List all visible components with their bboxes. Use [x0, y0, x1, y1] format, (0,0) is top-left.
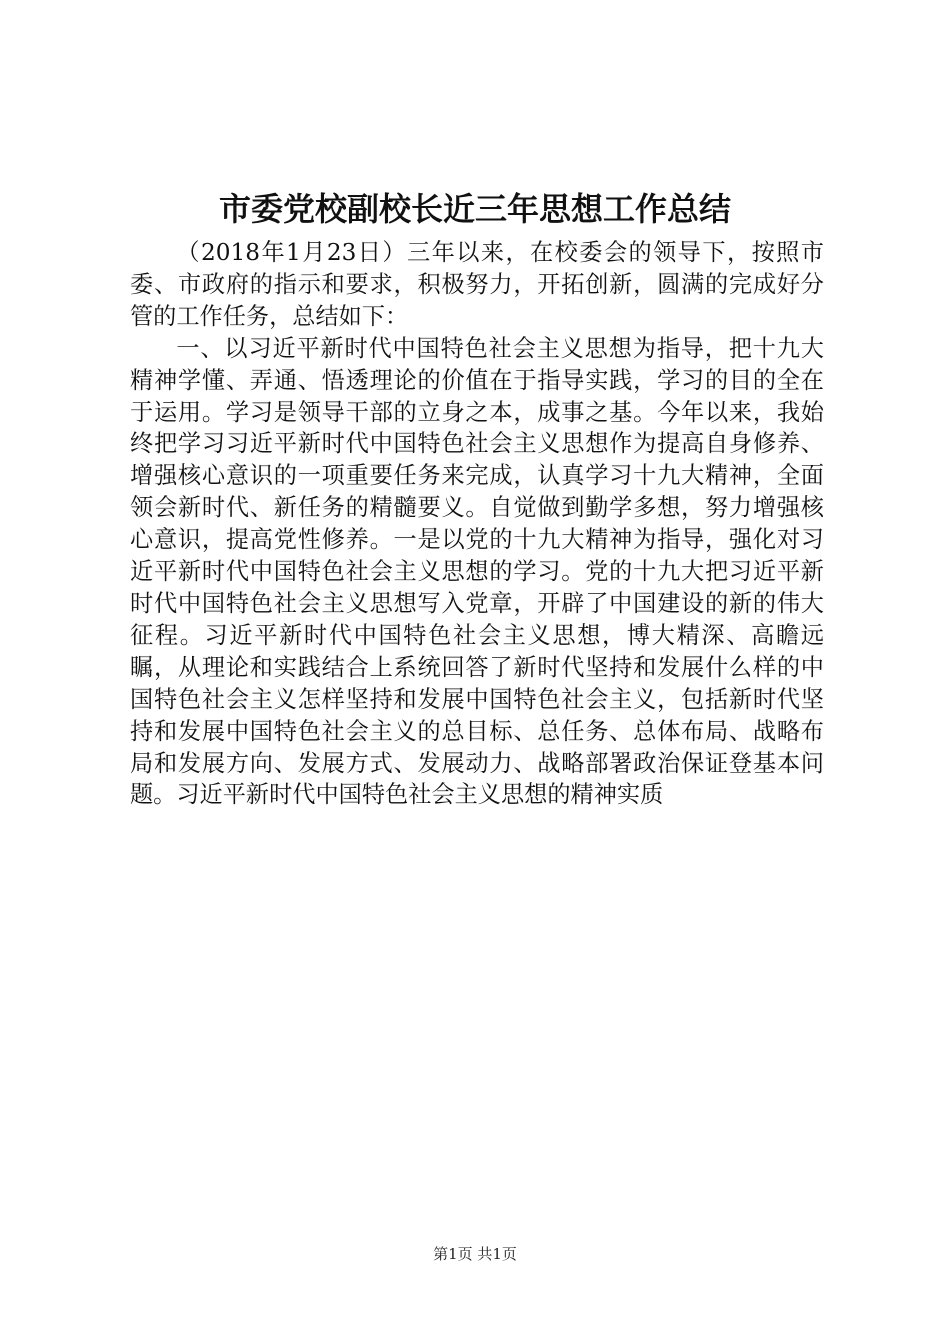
section-one-paragraph: 一、以习近平新时代中国特色社会主义思想为指导，把十九大精神学懂、弄通、悟透理论的价值在于指导实践，学习的目的全在于运用。学习是领导干部的立身之本，成事之基。今年以来，我始终把学习习近平新时代中国特色社会主义思想作为提高自身修养、增强核心意识的一项重要任务来完成，认真学习十九大精神，全面领会新时代、新任务的精髓要义。自觉做到勤学多想，努力增强核心意识，提高党性修养。一是以党的十九大精神为指导，强化对习近平新时代中国特色社会主义思想的学习。党的十九大把习近平新时代中国特色社会主义思想写入党章，开辟了中国建设的新的伟大征程。习近平新时代中国特色社会主义思想，博大精深、高瞻远瞩，从理论和实践结合上系统回答了新时代坚持和发展什么样的中国特色社会主义怎样坚持和发展中国特色社会主义，包括新时代坚持和发展中国特色社会主义的总目标、总任务、总体布局、战略布局和发展方向、发展方式、发展动力、战略部署政治保证登基本问题。习近平新时代中国特色社会主义思想的精神实质	[130, 334, 824, 809]
page-footer: 第1页 共1页	[433, 1245, 517, 1263]
document-body	[130, 237, 824, 811]
document-title: 市委党校副校长近三年思想工作总结	[218, 190, 731, 228]
intro-paragraph: （2018年1月23日）三年以来，在校委会的领导下，按照市委、市政府的指示和要求，积极努力，开拓创新，圆满的完成好分管的工作任务，总结如下：	[130, 239, 824, 330]
